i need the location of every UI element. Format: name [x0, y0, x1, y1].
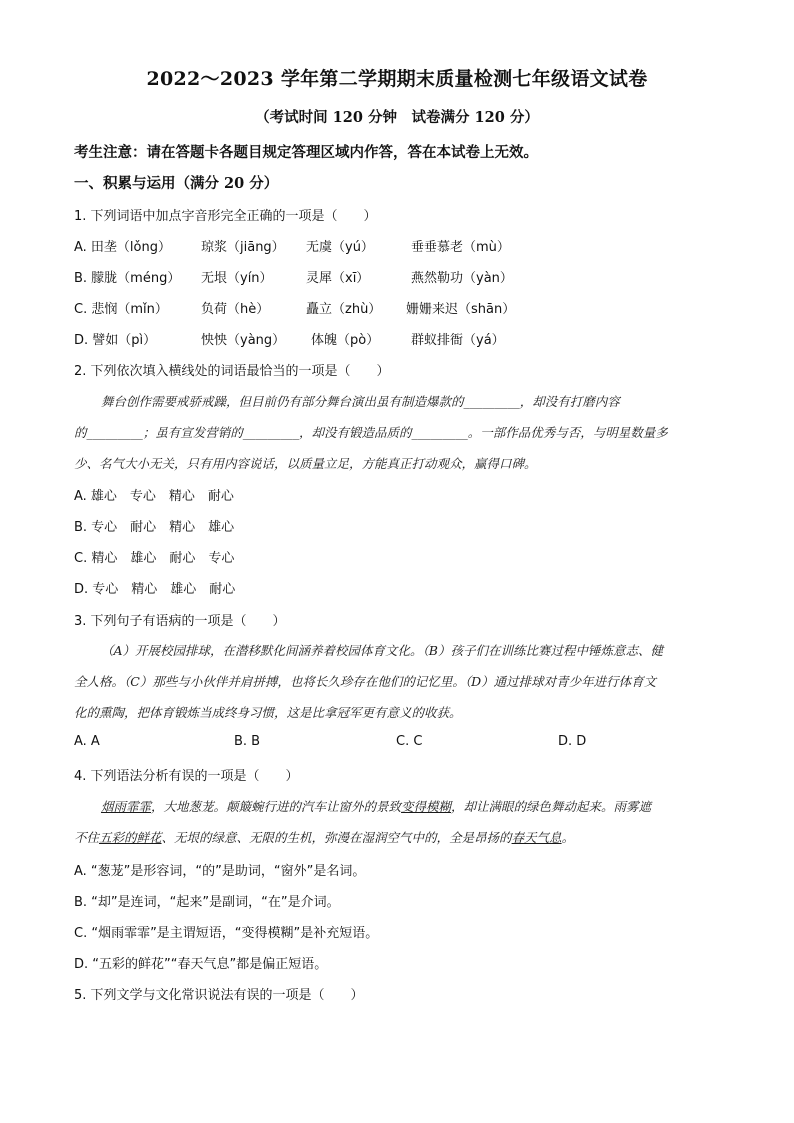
q4-underlined-phrase-4: 春天气息	[511, 830, 562, 845]
q1-option-b-2: 无垠（yín）	[201, 271, 273, 286]
q1-option-b-4: 燕然勒功（yàn）	[411, 271, 513, 286]
q1-option-b-1: B. 朦胧（méng）	[74, 271, 181, 286]
q2-option-c: C. 精心 雄心 耐心 专心	[74, 551, 235, 566]
q4-option-b: B. “却”是连词，“起来”是副词，“在”是介词。	[74, 895, 340, 910]
q1-option-c-1: C. 悲悯（mǐn）	[74, 302, 168, 317]
exam-subtitle: （考试时间 120 分钟 试卷满分 120 分）	[255, 109, 539, 126]
q1-option-c-3: 矗立（zhù）	[306, 302, 382, 317]
q1-option-d-1: D. 譬如（pì）	[74, 333, 157, 348]
q2-option-b: B. 专心 耐心 精心 雄心	[74, 520, 235, 535]
q1-option-d-3: 体魄（pò）	[311, 333, 380, 348]
q4-passage-text: 不住	[74, 830, 100, 845]
section-heading: 一、积累与运用（满分 20 分）	[74, 175, 279, 192]
q3-option-a: A. A	[74, 734, 100, 749]
q4-option-a: A. “葱茏”是形容词，“的”是助词，“窗外”是名词。	[74, 864, 366, 879]
q4-underlined-phrase-2: 变得模糊	[401, 799, 452, 814]
q1-option-d-4: 群蚁排衙（yá）	[411, 333, 505, 348]
q4-underlined-phrase-1: 烟雨霏霏	[101, 799, 152, 814]
q1-option-a-4: 垂垂慕老（mù）	[411, 240, 510, 255]
q3-passage-line-1: （A）开展校园排球，在潜移默化间涵养着校园体育文化。（B）孩子们在训练比赛过程中锤炼意志、健	[101, 643, 663, 658]
q4-underlined-phrase-3: 五彩的鲜花	[99, 830, 162, 845]
q1-option-a-3: 无虞（yú）	[306, 240, 374, 255]
q2-option-d: D. 专心 精心 雄心 耐心	[74, 582, 236, 597]
q3-passage-line-2: 全人格。（C）那些与小伙伴并肩拼搏，也将长久珍存在他们的记忆里。（D）通过排球对青少年进行体育文	[74, 674, 657, 689]
q1-option-b-3: 灵犀（xī）	[306, 271, 370, 286]
q1-option-c-2: 负荷（hè）	[201, 302, 270, 317]
q3-option-b: B. B	[234, 734, 261, 749]
q4-passage-text: 。	[561, 830, 575, 845]
q2-passage-line-1: 舞台创作需要戒骄戒躁，但目前仍有部分舞台演出虽有制造爆款的_________，却没有打磨内容	[101, 394, 620, 409]
q1-option-c-4: 姗姗来迟（shān）	[406, 302, 516, 317]
q4-option-c: C. “烟雨霏霏”是主谓短语，“变得模糊”是补充短语。	[74, 926, 379, 941]
q3-passage-line-3: 化的熏陶，把体育锻炼当成终身习惯，这是比拿冠军更有意义的收获。	[74, 705, 462, 720]
q3-option-c: C. C	[396, 734, 423, 749]
q1-stem: 1. 下列词语中加点字音形完全正确的一项是（ ）	[74, 209, 377, 224]
q3-option-d: D. D	[558, 734, 587, 749]
q2-stem: 2. 下列依次填入横线处的词语最恰当的一项是（ ）	[74, 364, 390, 379]
q2-passage-line-3: 少、名气大小无关，只有用内容说话，以质量立足，方能真正打动观众，赢得口碑。	[74, 456, 537, 471]
q1-option-a-1: A. 田垄（lǒng）	[74, 240, 171, 255]
q5-stem: 5. 下列文学与文化常识说法有误的一项是（ ）	[74, 988, 364, 1003]
q1-option-d-2: 怏怏（yàng）	[201, 333, 286, 348]
q4-passage-line-1	[101, 797, 751, 815]
exam-title: 2022～2023 学年第二学期期末质量检测七年级语文试卷	[146, 68, 648, 90]
q4-passage-text: 、无垠的绿意、无限的生机，弥漫在湿润空气中的，全是昂扬的	[161, 830, 512, 845]
q4-passage-text: ，却让满眼的绿色舞动起来。雨雾遮	[451, 799, 652, 814]
q3-stem: 3. 下列句子有语病的一项是（ ）	[74, 614, 286, 629]
q4-option-d: D. “五彩的鲜花”“春天气息”都是偏正短语。	[74, 957, 328, 972]
q4-passage-line-2	[74, 828, 724, 846]
q4-stem: 4. 下列语法分析有误的一项是（ ）	[74, 769, 299, 784]
q4-passage-text: ，大地葱茏。颠簸蜿行进的汽车让窗外的景致	[151, 799, 402, 814]
q2-passage-line-2: 的_________；虽有宣发营销的_________，却没有锻造品质的_________。一部作品优秀与否，与明星数量多	[74, 425, 668, 440]
q1-option-a-2: 琼浆（jiāng）	[201, 240, 285, 255]
candidate-notice: 考生注意：请在答题卡各题目规定答理区域内作答，答在本试卷上无效。	[74, 144, 538, 161]
q2-option-a: A. 雄心 专心 精心 耐心	[74, 489, 234, 504]
